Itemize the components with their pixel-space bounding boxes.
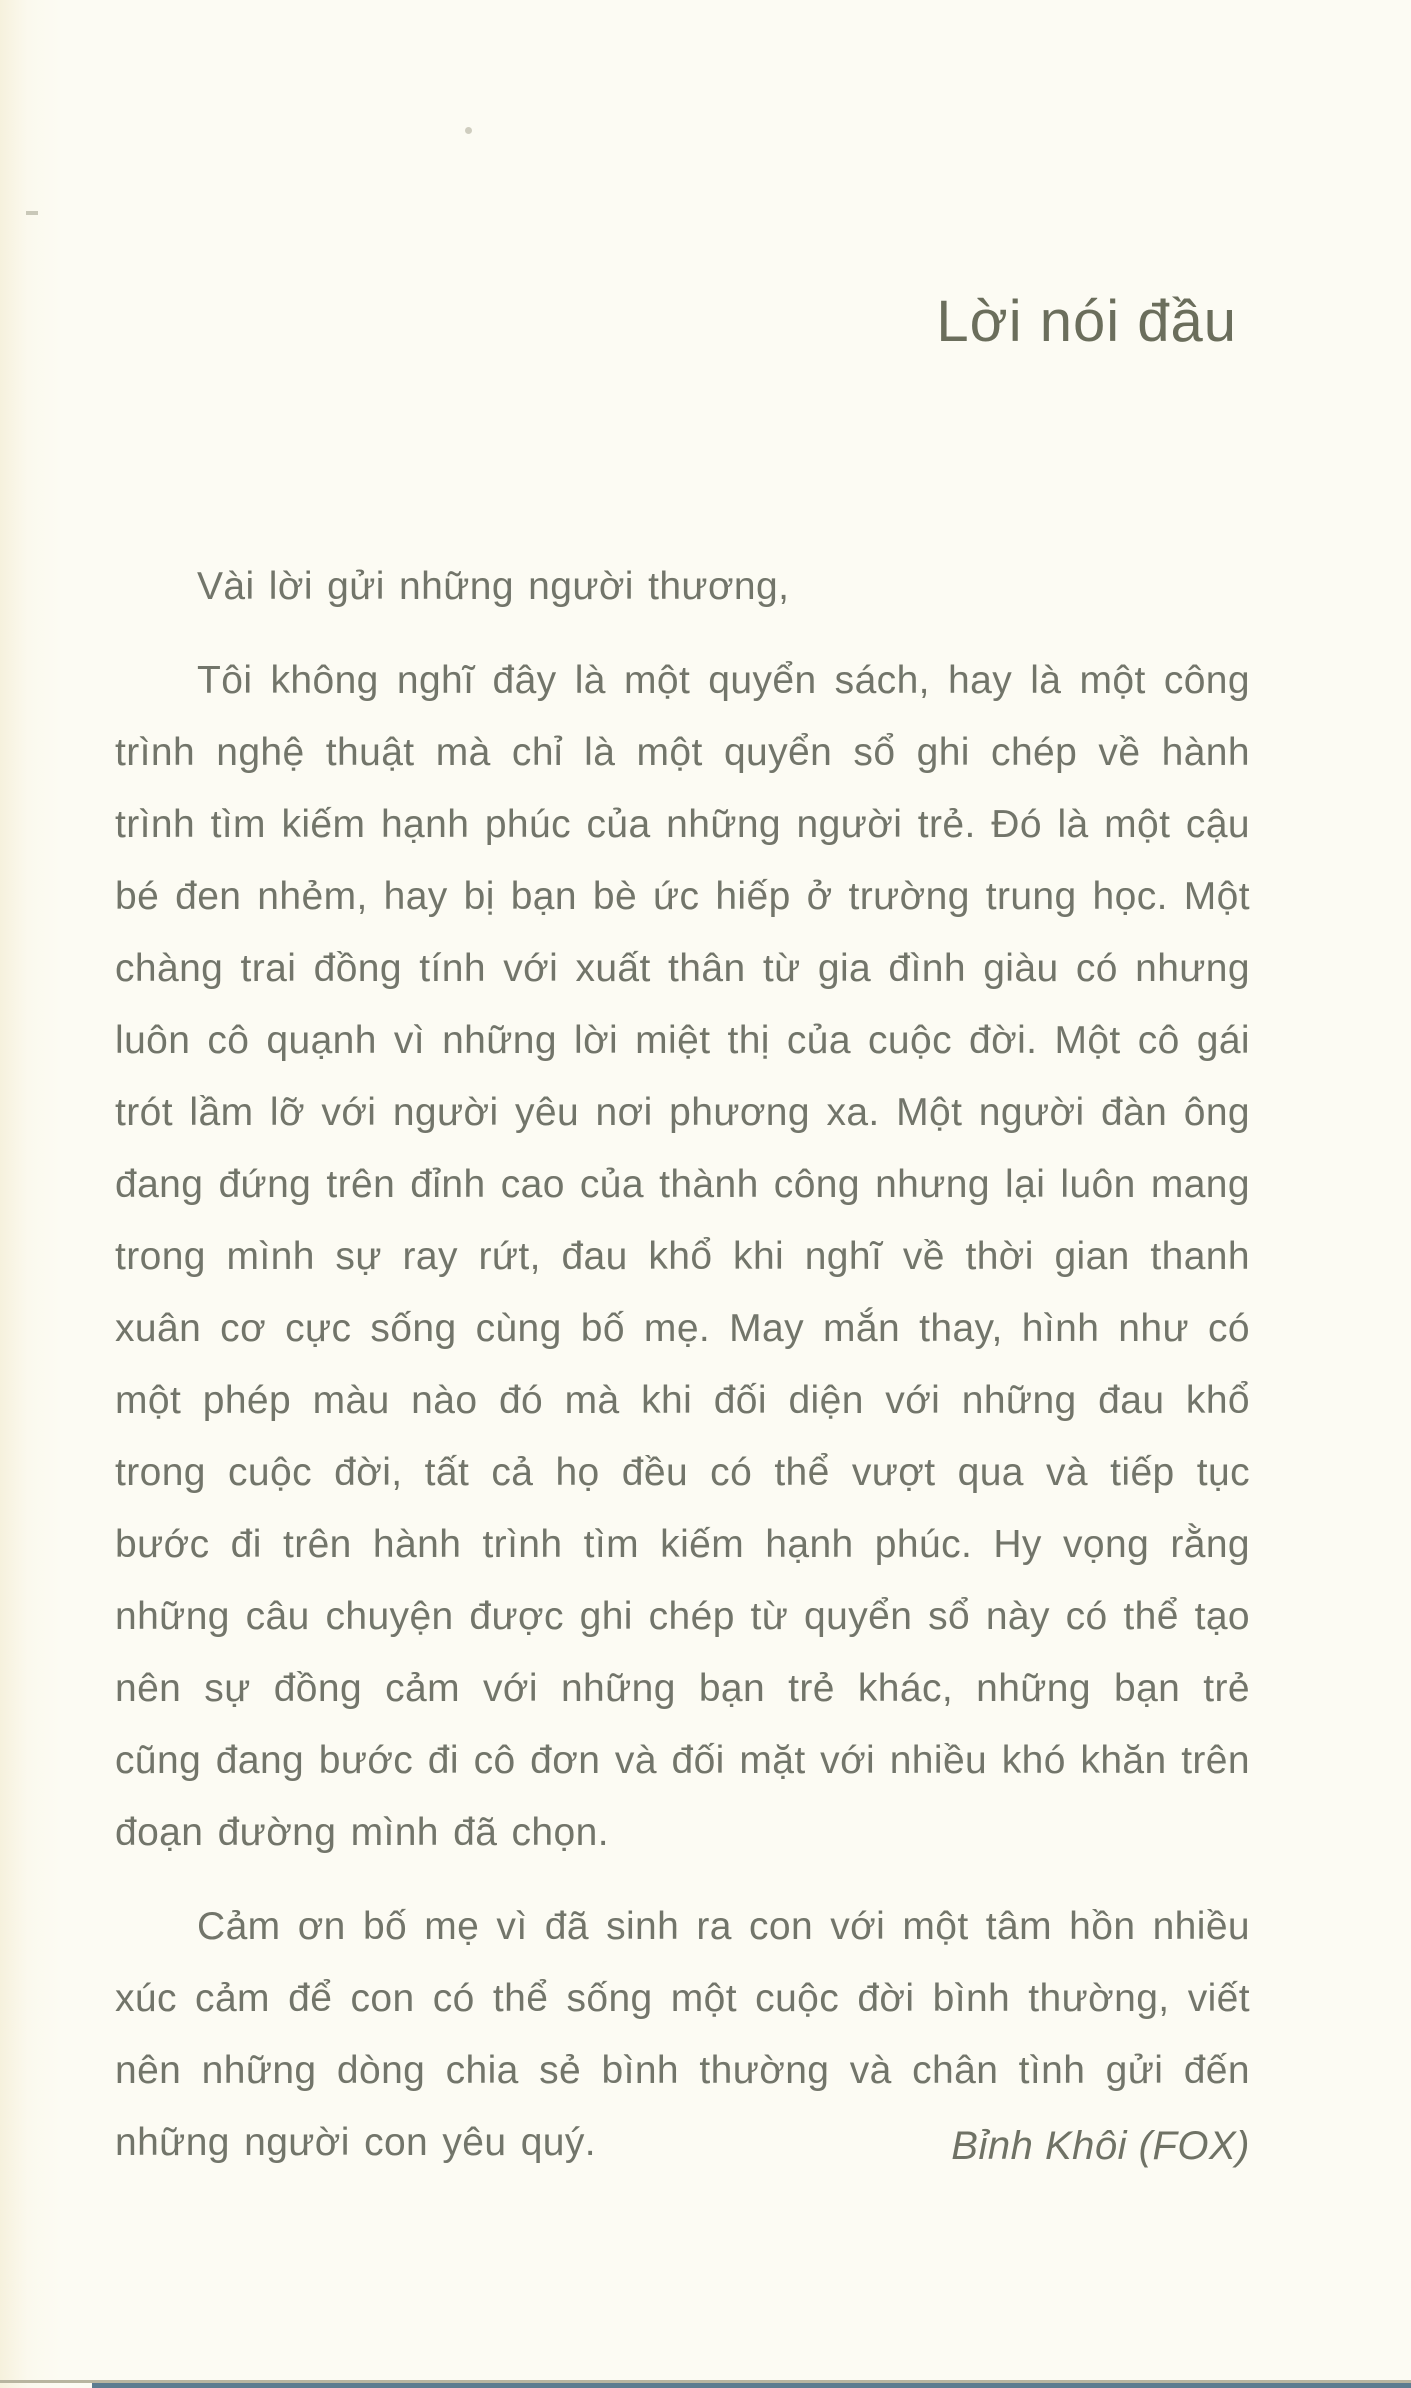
salutation-line: Vài lời gửi những người thương,	[197, 565, 790, 608]
page-title: Lời nói đầu	[936, 289, 1237, 354]
scan-dash-artifact	[26, 211, 38, 215]
preface-text	[115, 551, 1250, 2179]
scan-speck-artifact	[465, 127, 472, 134]
author-signature: Bỉnh Khôi (FOX)	[951, 2124, 1250, 2168]
paragraph-thanks: Cảm ơn bố mẹ vì đã sinh ra con với một tâm hồn nhiều xúc cảm để con có thể sống một cuộc đời bình thường, viết nên những dòng chia sẻ bình thường và chân tình gửi đến những người con yêu quý.	[115, 1905, 1250, 2164]
scan-bottom-blue-strip	[92, 2383, 1411, 2388]
paragraph-intro: Tôi không nghĩ đây là một quyển sách, hay là một công trình nghệ thuật mà chỉ là một quyển sổ ghi chép về hành trình tìm kiếm hạnh phúc của những người trẻ. Đó là một cậu bé đen nhẻm, hay bị bạn bè ức hiếp ở trường trung học. Một chàng trai đồng tính với xuất thân từ gia đình giàu có nhưng luôn cô quạnh vì những lời miệt thị của cuộc đời. Một cô gái trót lầm lỡ với người yêu nơi phương xa. Một người đàn ông đang đứng trên đỉnh cao của thành công nhưng lại luôn mang trong mình sự ray rứt, đau khổ khi nghĩ về thời gian thanh xuân cơ cực sống cùng bố mẹ. May mắn thay, hình như có một phép màu nào đó mà khi đối diện với những đau khổ trong cuộc đời, tất cả họ đều có thể vượt qua và tiếp tục bước đi trên hành trình tìm kiếm hạnh phúc. Hy vọng rằng những câu chuyện được ghi chép từ quyển sổ này có thể tạo nên sự đồng cảm với những bạn trẻ khác, những bạn trẻ cũng đang bước đi cô đơn và đối mặt với nhiều khó khăn trên đoạn đường mình đã chọn.	[115, 659, 1250, 1854]
